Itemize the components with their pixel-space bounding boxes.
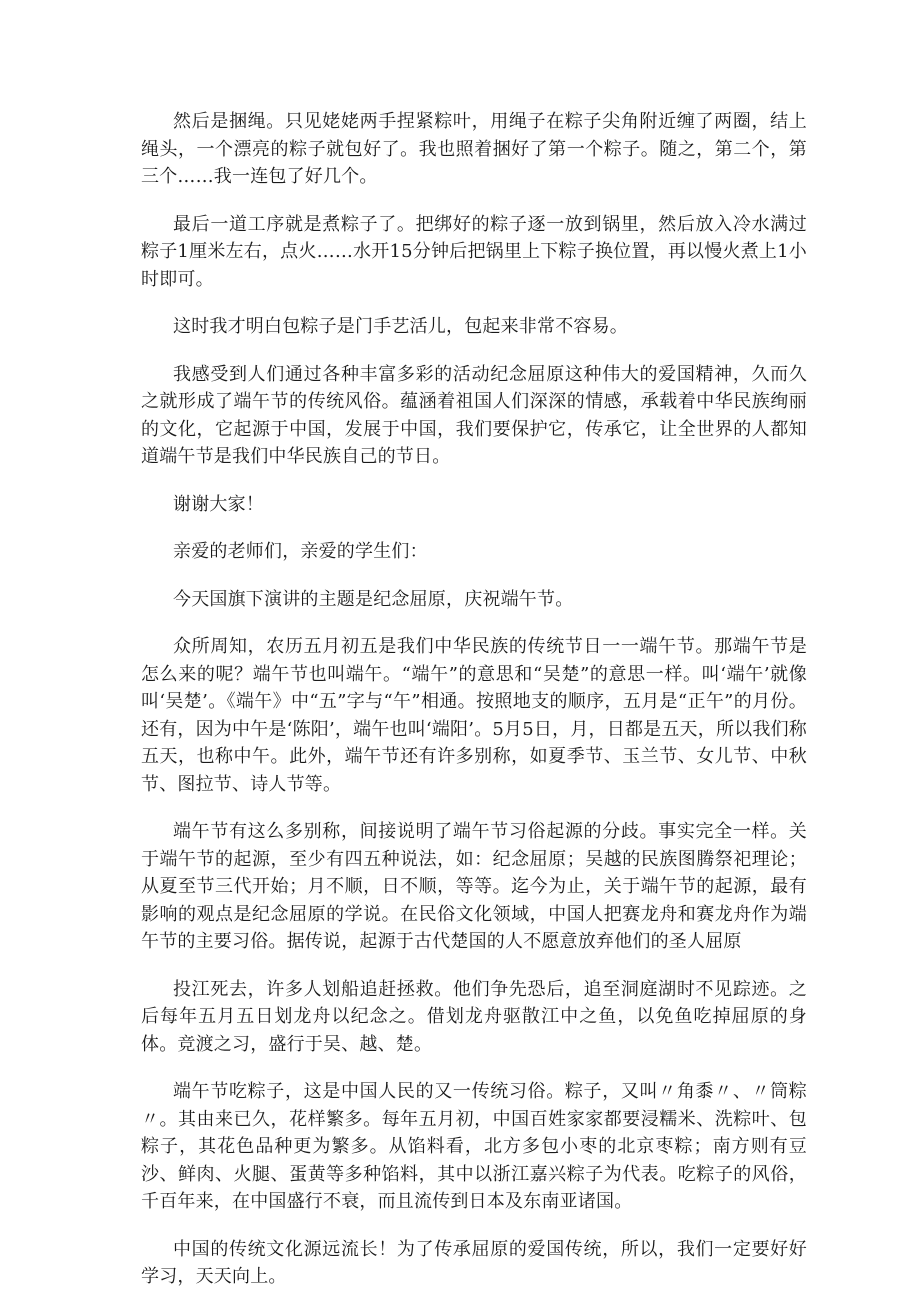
paragraph-patriotic-spirit: 我感受到人们通过各种丰富多彩的活动纪念屈原这种伟大的爱国精神，久而久之就形成了端午节的传统风俗。蕴涵着祖国人们深深的情感，承载着中华民族绚丽的文化，它起源于中国，发展于中国，我们要保护它，传承它，让全世界的人都知道端午节是我们中华民族自己的节日。 [141, 363, 807, 467]
paragraph-festival-origins: 端午节有这么多别称，间接说明了端午节习俗起源的分歧。事实完全一样。关于端午节的起源，至少有四五种说法，如：纪念屈原；吴越的民族图腾祭祀理论；从夏至节三代开始；月不顺，日不顺，等等。迄今为止，关于端午节的起源，最有影响的观点是纪念屈原的学说。在民俗文化领域，中国人把赛龙舟和赛龙舟作为端午节的主要习俗。据传说，起源于古代楚国的人不愿意放弃他们的圣人屈原 [141, 821, 807, 952]
paragraph-boil-zongzi: 最后一道工序就是煮粽子了。把绑好的粽子逐一放到锅里，然后放入冷水满过粽子1厘米左右，点火……水开15分钟后把锅里上下粽子换位置，再以慢火煮上1小时即可。 [141, 213, 807, 290]
paragraph-conclusion: 中国的传统文化源远流长！为了传承屈原的爱国传统，所以，我们一定要好好学习，天天向上。 [141, 1238, 807, 1287]
paragraph-speech-topic: 今天国旗下演讲的主题是纪念屈原，庆祝端午节。 [173, 588, 574, 610]
paragraph-craft: 这时我才明白包粽子是门手艺活儿，包起来非常不容易。 [173, 316, 628, 337]
paragraph-eating-zongzi: 端午节吃粽子，这是中国人民的又一传统习俗。粽子，又叫〃角黍〃、〃筒粽〃。其由来已久，花样繁多。每年五月初，中国百姓家家都要浸糯米、洗粽叶、包粽子，其花色品种更为繁多。从馅料看，北方多包小枣的北京枣粽；南方则有豆沙、鲜肉、火腿、蛋黄等多种馅料，其中以浙江嘉兴粽子为代表。吃粽子的风俗，千百年来，在中国盛行不衰，而且流传到日本及东南亚诸国。 [141, 1081, 807, 1212]
paragraph-dragon-boat: 投江死去，许多人划船追赶拯救。他们争先恐后，追至洞庭湖时不见踪迹。之后每年五月五日划龙舟以纪念之。借划龙舟驱散江中之鱼，以免鱼吃掉屈原的身体。竞渡之习，盛行于吴、越、楚。 [141, 978, 807, 1055]
paragraph-thanks: 谢谢大家！ [173, 493, 264, 515]
paragraph-greeting: 亲爱的老师们，亲爱的学生们： [173, 541, 428, 562]
document-body [141, 108, 807, 1311]
paragraph-tie-rope: 然后是捆绳。只见姥姥两手捏紧粽叶，用绳子在粽子尖角附近缠了两圈，结上绳头，一个漂亮的粽子就包好了。我也照着捆好了第一个粽子。随之，第二个，第三个……我一连包了好几个。 [141, 111, 807, 187]
paragraph-festival-names: 众所周知，农历五月初五是我们中华民族的传统节日一一端午节。那端午节是怎么来的呢？端午节也叫端午。“端午”的意思和“吴楚”的意思一样。叫‘端午’就像叫‘吴楚’。《端午》中“五”字与“午”相通。按照地支的顺序，五月是“正午”的月份。还有，因为中午是‘陈阳’，端午也叫‘端阳’。5月5日，月，日都是五天，所以我们称五天，也称中午。此外，端午节还有许多别称，如夏季节、玉兰节、女儿节、中秋节、图拉节、诗人节等。 [141, 636, 807, 795]
